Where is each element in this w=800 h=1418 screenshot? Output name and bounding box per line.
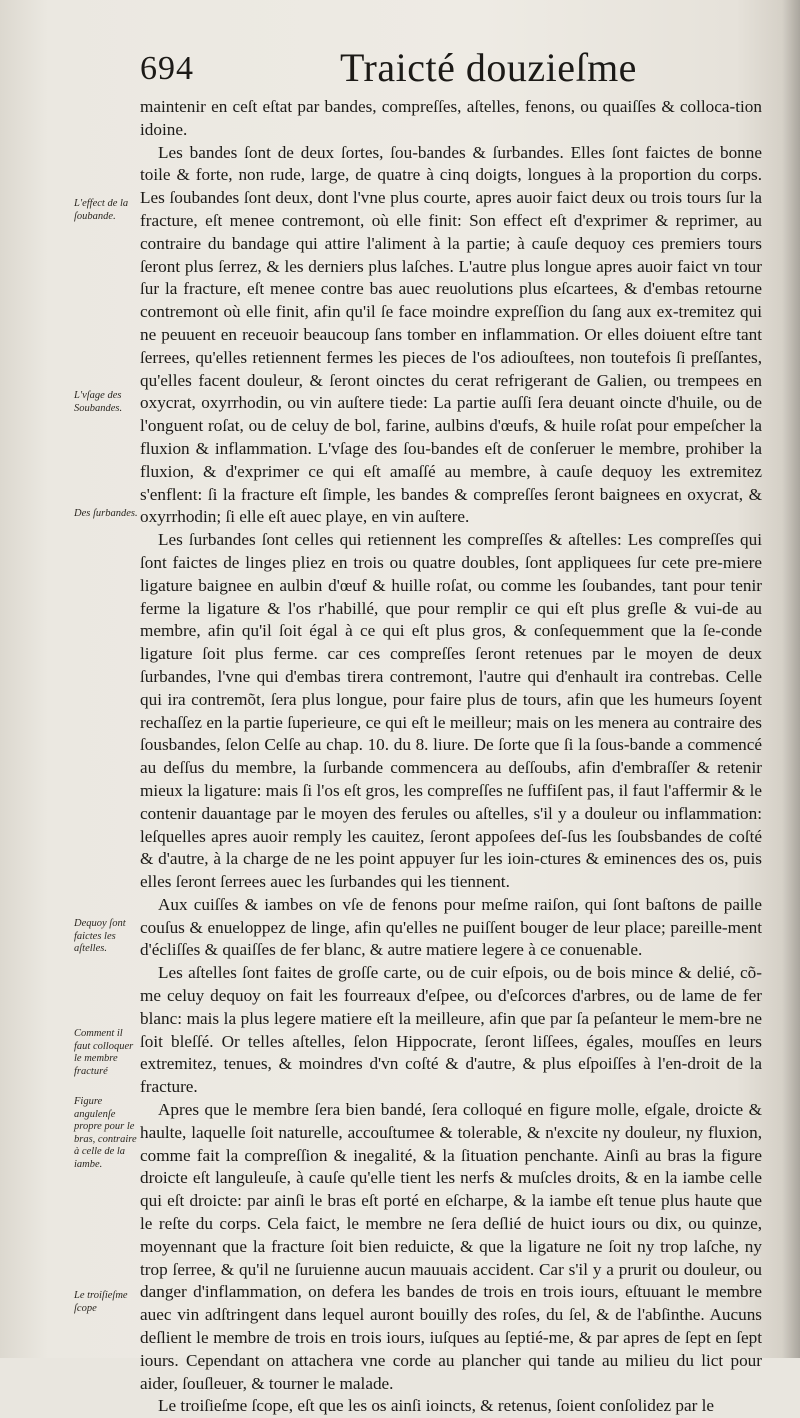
paragraph: Aux cuiſſes & iambes on vſe de fenons pour meſme raiſon, qui ſont baſtons de paille couſus & enueloppez de linge, afin qu'elles ne puiſſent bouger de leur place; pareille-ment d'écliſſes & quaiſſes de fer blanc, & autre matiere legere à ce conuenable. [140, 894, 762, 960]
paragraph: Apres que le membre ſera bien bandé, ſera colloqué en figure molle, eſgale, droicte & haulte, laquelle ſoit naturelle, accouſtumee & tolerable, & n'excite ny douleur, ny fluxion, comme fait la compreſſion & inegalité, & la ſituation penchante. Ainſi au bras la figure droicte eſt languleuſe, à cauſe qu'elle tient les nerfs & muſcles droits, & en la iambe celle qui eſt droicte: par ainſi le bras eſt porté en eſcharpe, & la iambe eſt tenue plus haute que le reſte du corps. Cela faict, le membre ne ſera deſlié de huict iours ou dix, ou quinze, moyennant que la fracture ſoit bien reduicte, & que la ligature ne ſoit ny trop laſche, ny trop ſerree, & qu'il ne ſuruienne aucun mauuais accident. Car s'il y a prurit ou douleur, ou danger d'inflammation, on defera les bandes de trois en trois iours, eſtuuant le membre auec vin adſtringent dans lequel auront bouilly des roſes, du ſel, & de l'abſinthe. Aucuns deſlient le membre de trois en trois iours, iuſques au ſeptié-me, & par apres de ſept en ſept iours. Cependant on attachera vne corde au plancher qui tande au milieu du lict pour aider, ſouſleuer, & tourner le malade. [140, 1100, 762, 1393]
margin-note: Figure angulenſe propre pour le bras, contraire à celle de la iambe. [74, 1096, 137, 1170]
body-text [140, 96, 762, 1418]
paragraph: maintenir en ceſt eſtat par bandes, compreſſes, aſtelles, fenons, ou quaiſſes & colloca-tion idoine. [140, 97, 762, 139]
margin-note: Comment il faut colloquer le membre fracturé [74, 1028, 134, 1077]
margin-note: Des ſurbandes. [74, 508, 138, 519]
margin-note: L'vſage des Soubandes. [74, 390, 123, 414]
margin-note: Dequoy ſont faictes les aſtelles. [74, 918, 126, 954]
paragraph: Les ſurbandes ſont celles qui retiennent les compreſſes & aſtelles: Les compreſſes qui ſont faictes de linges pliez en trois ou quatre doubles, ſont appliquees ſur cete pre-miere ligature baignee en aulbin d'œuf & huille roſat, ou comme les ſoubandes, tant pour tenir ferme la ligature & l'os r'habillé, que pour remplir ce qui eſt plus greſle & vui-de au membre, afin qu'il ſoit égal à ce qui eſt plus gros, & conſequemment que la ſe-conde ligature ſoit plus ferme. car ces compreſſes ſeront retenues par le moyen de deux ſurbandes, l'vne qui d'embas tirera contremont, l'autre qui d'enhault ira contrebas. Celle qui ira contremõt, ſera plus longue, pour faire plus de tours, afin que les humeurs ſoyent rechaſſez en la partie ſuperieure, ce qui eſt le meilleur; mais on les menera au contraire des ſousbandes, ſelon Celſe au chap. 10. du 8. liure. De ſorte que ſi la ſous-bande a commencé au deſſus du membre, la ſurbande commencera au deſſoubs, afin d'embraſſer & retenir mieux la ligature: mais ſi l'os eſt gros, les compreſſes ne ſuffiſent pas, il faut l'affermir & le contenir dauantage par le moyen des ferules ou aſtelles, s'il y a douleur ou inflammation: leſquelles apres auoir remply les cauitez, ſeront appoſees deſ-ſus les ſoubsbandes de coſté & d'autre, à la charge de ne les point appuyer ſur les ioin-ctures & eminences des os, puis elles ſeront ſerrees auec les ſurbandes qui les tiennent. [140, 530, 762, 892]
running-title: Traicté douzieſme [340, 45, 637, 90]
page-number: 694 [140, 50, 194, 87]
paragraph: Les bandes ſont de deux ſortes, ſou-bandes & ſurbandes. Elles ſont faictes de bonne toile & forte, non rude, large, de quatre à cinq doigts, longues à la proportion du corps. Les ſoubandes ſont deux, dont l'vne plus courte, apres auoir faict deux ou trois tours ſur la fracture, eſt menee contremont, où elle finit: Son effect eſt d'exprimer & reprimer, au contraire du bandage qui attire l'aliment à la partie; à cauſe dequoy ces premiers tours ſeront plus ſerrez, & les derniers plus laſches. L'autre plus longue apres auoir faict vn tour ſur la fracture, eſt menee contre bas auec reuolutions plus eſcartees, & d'embas retourne contremont où elle finit, afin qu'il ſe face moindre expreſſion du ſang aux ex-tremitez qui ne peuuent en receuoir beaucoup ſans tomber en inflammation. Or elles doiuent eſtre tant ſerrees, qu'elles retiennent fermes les pieces de l'os adiouſtees, non toutefois ſi preſſantes, qu'elles facent douleur, & ſeront oinctes du cerat refrigerant de Galien, ou trempees en oxycrat, oxyrrhodin, ou vin auſtere tiede: La partie auſſi ſera deuant oincte d'huile, ou de l'onguent roſat, ou de celuy de bol, farine, aulbins d'œufs, & huile roſat pour empeſcher la fluxion & inflammation. L'vſage des ſou-bandes eſt de conſeruer le membre, prohiber la fluxion, & d'exprimer ce qui eſt amaſſé au membre, à cauſe dequoy les extremitez s'enflent: ſi la fracture eſt ſimple, les bandes & compreſſes ſeront baignees en oxycrat, & oxyrrhodin; ſi elle eſt auec playe, en vin auſtere. [140, 142, 762, 527]
margin-note: L'effect de la ſoubande. [74, 198, 129, 222]
margin-note: Le troiſieſme ſcope [74, 1290, 128, 1314]
page-gutter-shadow [782, 0, 800, 1358]
paragraph: Les aſtelles ſont faites de groſſe carte, ou de cuir eſpois, ou de bois mince & delié, cõ-me celuy dequoy on fait les fourreaux d'eſpee, ou d'eſcorces d'arbres, ou de lame de fer blanc: mais la plus legere matiere eſt la meilleure, afin que par ſa peſanteur le mem-bre ne ſoit bleſſé. Or telles aſtelles, ſelon Hippocrate, ſeront liſſees, égales, mouſſes en leurs extremitez, tenues, & moindres d'vn coſté & d'autre, & plus eſpoiſſes à l'en-droit de la fracture. [140, 963, 762, 1097]
page-header [140, 44, 780, 92]
paragraph: Le troiſieſme ſcope, eſt que les os ainſi ioincts, & retenus, ſoient conſolidez par le [158, 1396, 715, 1416]
